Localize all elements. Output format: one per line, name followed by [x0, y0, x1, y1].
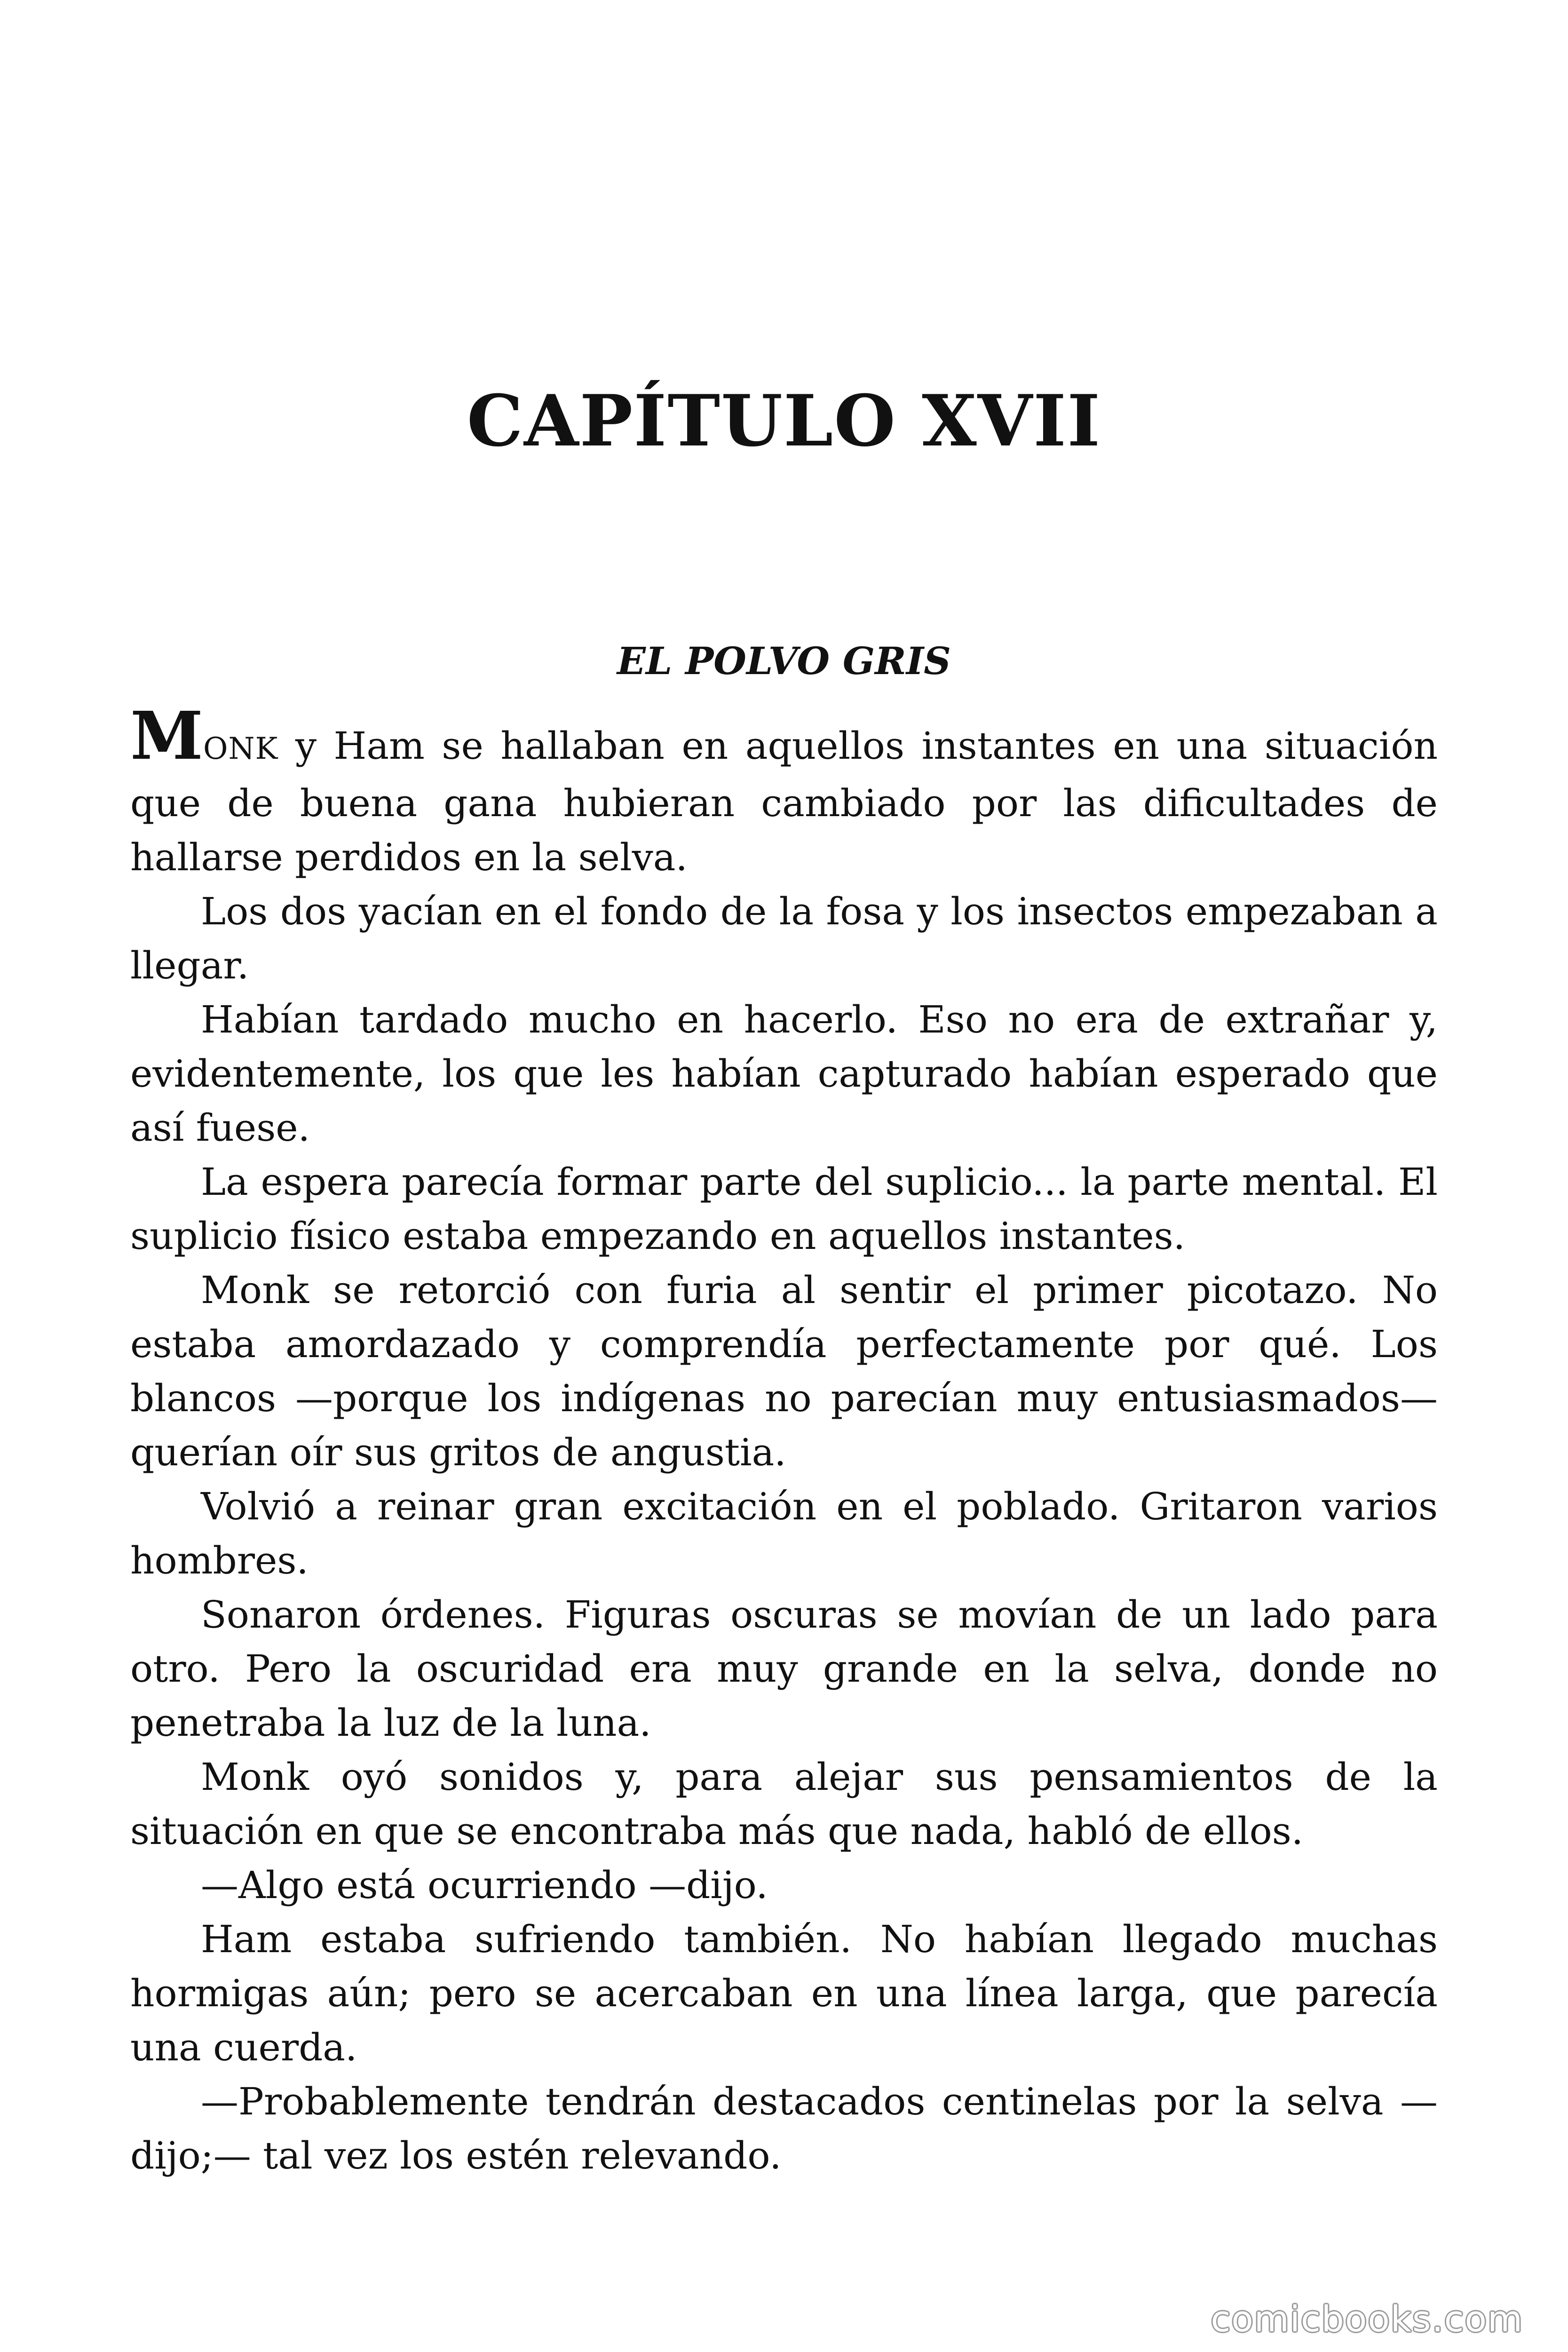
- paragraph: Monk oyó sonidos y, para alejar sus pensamientos de la situación en que se encontraba más que nada, habló de ellos.: [130, 1755, 1438, 1853]
- watermark: comicbooks.com: [1211, 2298, 1523, 2340]
- small-caps-lead: ONK: [203, 731, 278, 766]
- chapter-subtitle: EL POLVO GRIS: [617, 639, 951, 683]
- first-paragraph-text: y Ham se hallaban en aquellos instantes en una situación que de buena gana hubieran cambiado por las dificultades de hallarse perdidos en la selva.: [130, 724, 1438, 879]
- paragraph: Volvió a reinar gran excitación en el poblado. Gritaron varios hombres.: [130, 1485, 1438, 1582]
- drop-cap: M: [130, 698, 203, 775]
- chapter-body: [130, 698, 1438, 2183]
- paragraph: Habían tardado mucho en hacerlo. Eso no era de extrañar y, evidentemente, los que les habían capturado habían esperado que así fuese.: [130, 998, 1438, 1150]
- paragraph: La espera parecía formar parte del suplicio... la parte mental. El suplicio físico estaba empezando en aquellos instantes.: [130, 1160, 1438, 1258]
- paragraph: Monk se retorció con furia al sentir el primer picotazo. No estaba amordazado y comprendía perfectamente por qué. Los blancos —porque los indígenas no parecían muy entusiasmados— querían oír sus gritos de angustia.: [130, 1268, 1438, 1474]
- paragraph: —Algo está ocurriendo —dijo.: [201, 1863, 768, 1907]
- paragraph: Ham estaba sufriendo también. No habían llegado muchas hormigas aún; pero se acercaban en una línea larga, que parecía una cuerda.: [130, 1917, 1438, 2069]
- paragraph: Los dos yacían en el fondo de la fosa y los insectos empezaban a llegar.: [130, 890, 1438, 987]
- paragraph: Sonaron órdenes. Figuras oscuras se movían de un lado para otro. Pero la oscuridad era muy grande en la selva, donde no penetraba la luz de la luna.: [130, 1593, 1438, 1745]
- chapter-title: CAPÍTULO XVII: [467, 380, 1101, 462]
- paragraph: —Probablemente tendrán destacados centinelas por la selva —dijo;— tal vez los estén relevando.: [130, 2080, 1438, 2177]
- first-paragraph: [130, 698, 1438, 884]
